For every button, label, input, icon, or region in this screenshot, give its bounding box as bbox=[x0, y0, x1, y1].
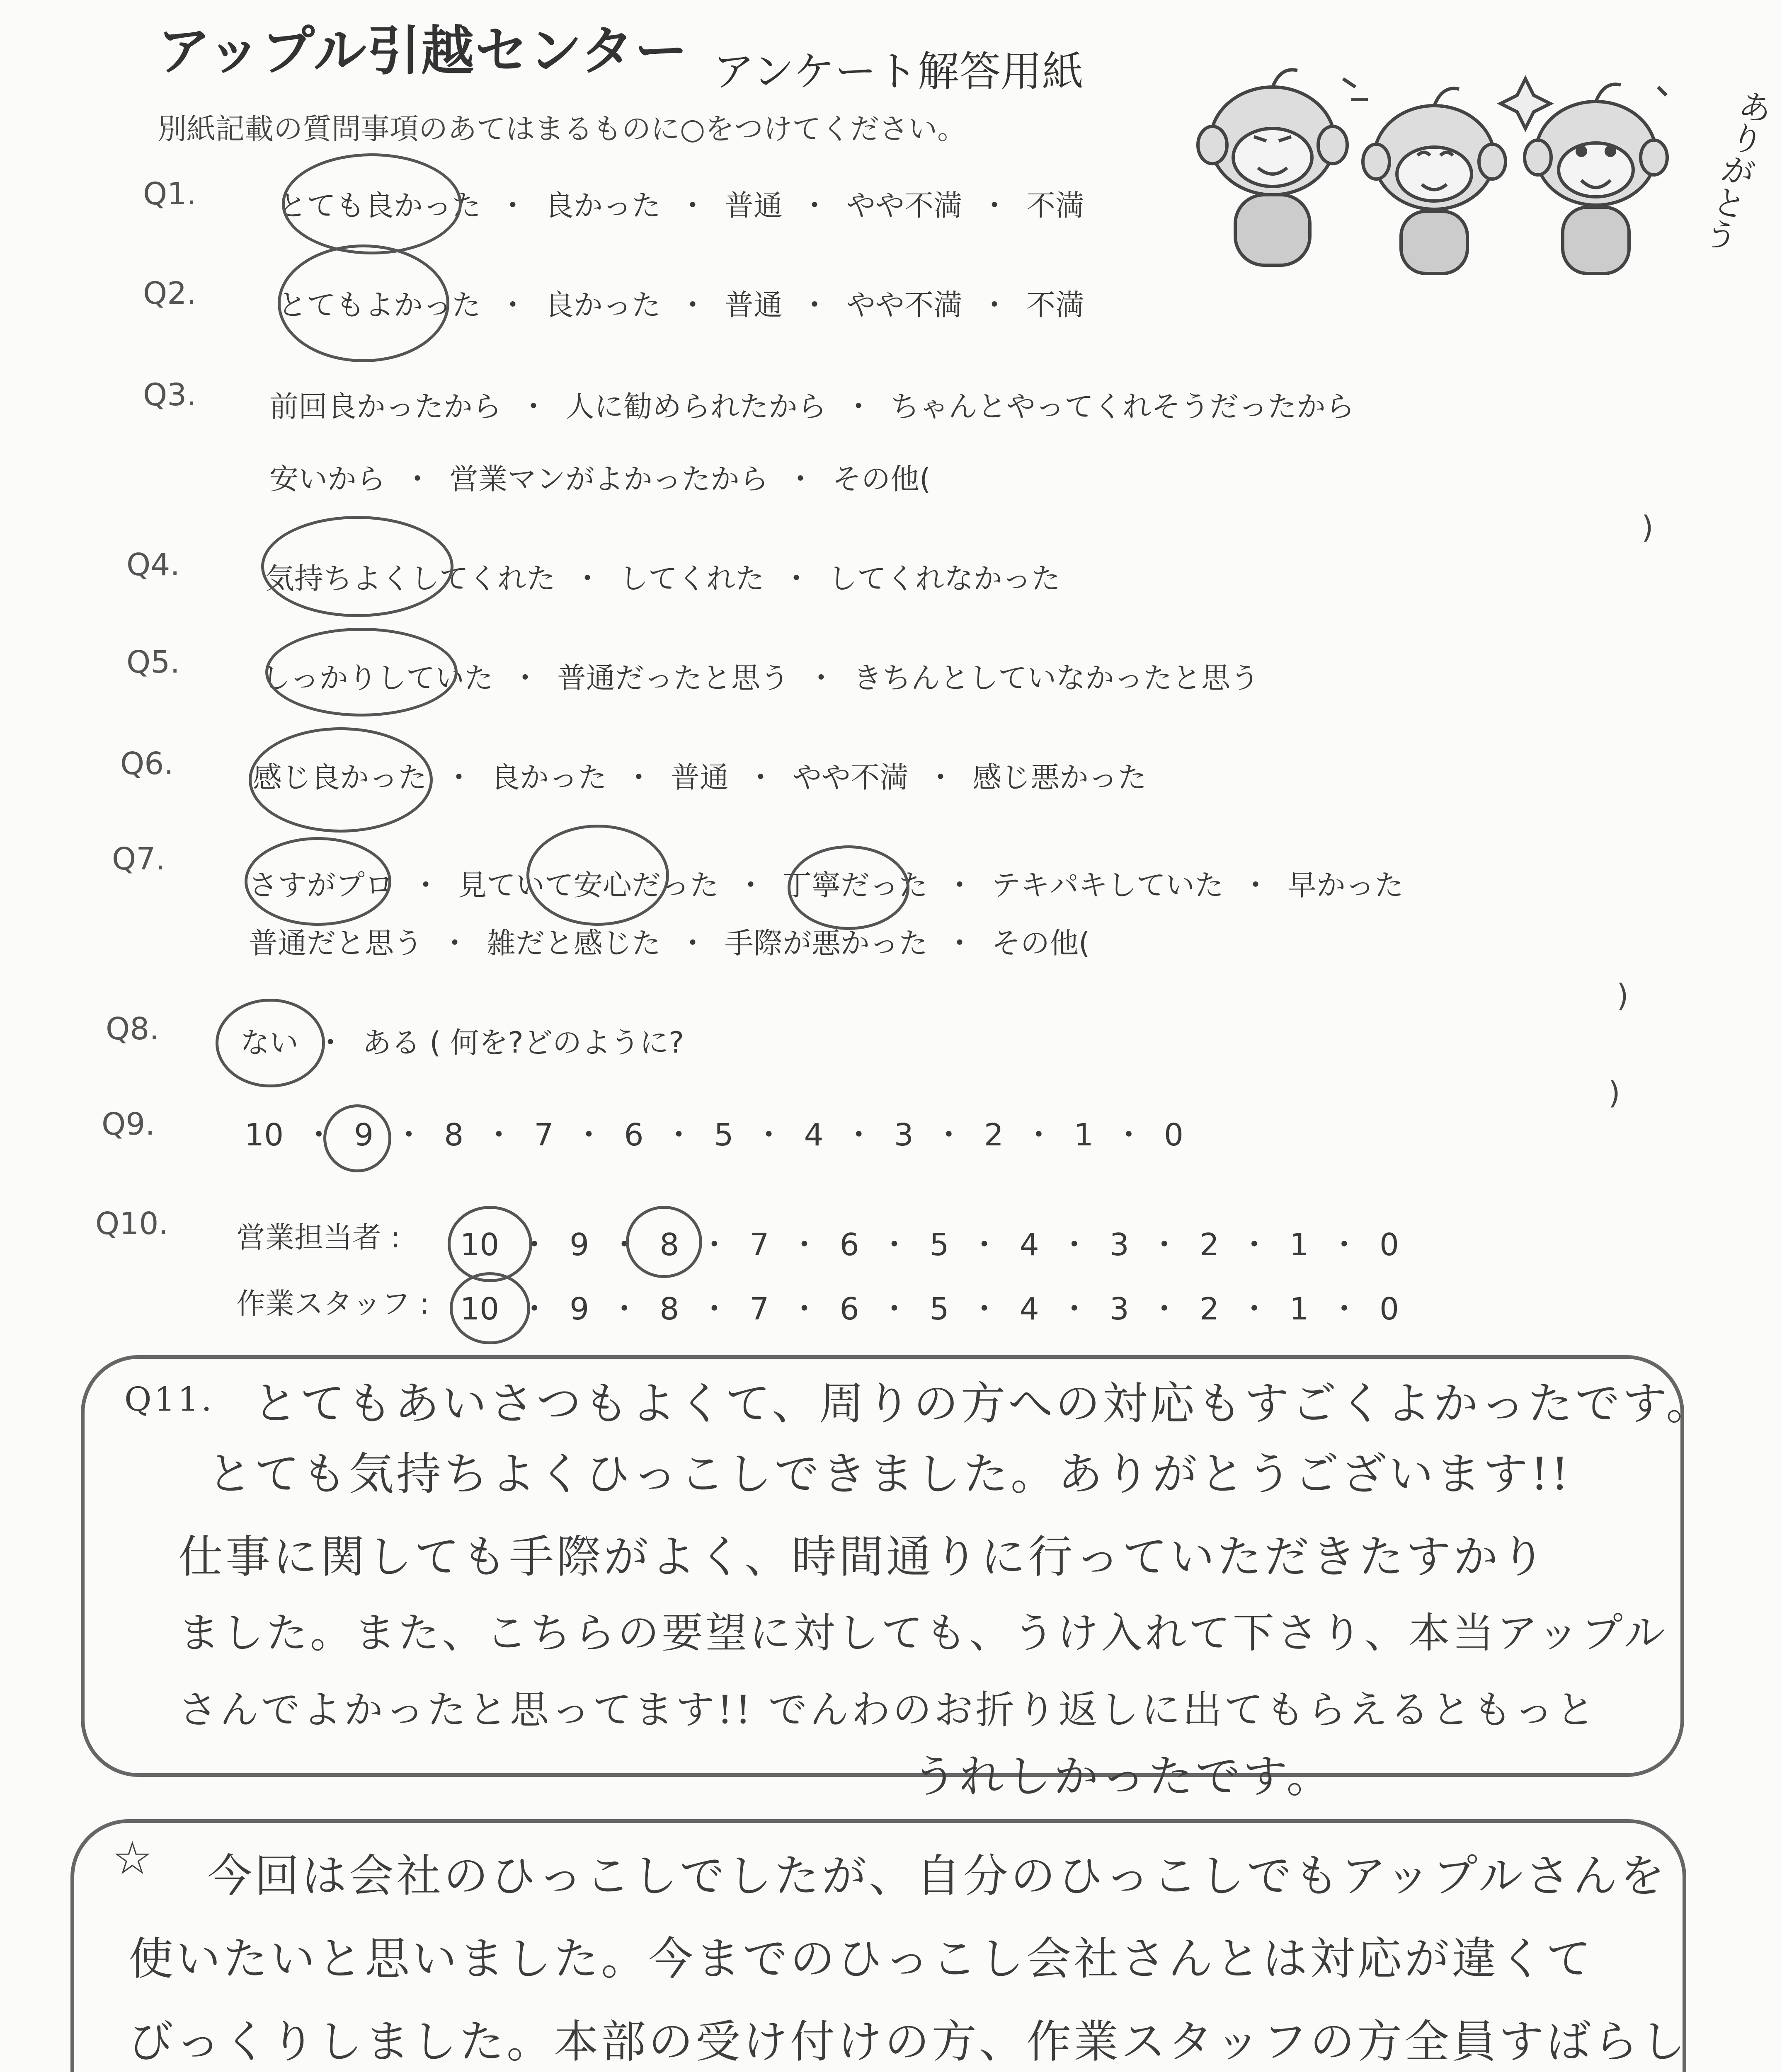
q7-option-5[interactable]: 早かった bbox=[1287, 868, 1404, 902]
q10-staff-value-5[interactable]: 5 bbox=[929, 1291, 949, 1327]
q10-staff-separator: ・ bbox=[609, 1291, 640, 1327]
monkey-mascots-illustration bbox=[1177, 62, 1745, 294]
star-note-line-2: 使いたいと思いました。今までのひっこし会社さんとは対応が違くて bbox=[128, 1933, 1594, 1985]
q2-option-5[interactable]: 不満 bbox=[1026, 288, 1084, 322]
q1-selected-circle bbox=[282, 153, 462, 254]
q7-option-8[interactable]: 手際が悪かった bbox=[725, 926, 928, 960]
survey-subtitle: アンケート解答用紙 bbox=[713, 47, 1084, 96]
q3-option-1[interactable]: 前回良かったから bbox=[269, 390, 502, 424]
q10-sales-separator: ・ bbox=[699, 1227, 730, 1263]
q2-option-1[interactable]: とてもよかった bbox=[278, 288, 481, 322]
q10-sales-value-3[interactable]: 3 bbox=[1109, 1227, 1129, 1263]
q6-label: Q6. bbox=[120, 746, 174, 782]
q4-option-2[interactable]: してくれた bbox=[619, 562, 764, 595]
q1-option-3[interactable]: 普通 bbox=[725, 189, 783, 223]
q10-sales-value-8[interactable]: 8 bbox=[659, 1227, 679, 1263]
q7-option-1[interactable]: さすがプロ bbox=[249, 868, 394, 902]
q9-value-9[interactable]: 9 bbox=[354, 1117, 374, 1153]
q9-label: Q9. bbox=[102, 1106, 155, 1142]
q9-value-0[interactable]: 0 bbox=[1164, 1117, 1184, 1153]
q10-sales-value-9[interactable]: 9 bbox=[570, 1227, 589, 1263]
q9-separator: ・ bbox=[843, 1117, 874, 1153]
star-note-line-3: びっくりしました。本部の受け付けの方、作業スタッフの方全員すばらし bbox=[128, 2016, 1688, 2068]
q11-line-4: ました。また、こちらの要望に対しても、うけ入れて下さり、本当アップル bbox=[178, 1609, 1668, 1657]
q11-line-3: 仕事に関しても手際がよく、時間通りに行っていただきたすかり bbox=[178, 1531, 1548, 1583]
q2-options: とてもよかった ・ 良かった ・ 普通 ・ やや不満 ・ 不満 bbox=[278, 282, 1084, 324]
q7-option-6[interactable]: 普通だと思う bbox=[249, 926, 423, 960]
q4-options: 気持ちよくしてくれた ・ してくれた ・ してくれなかった bbox=[265, 555, 1060, 597]
q3-option-4[interactable]: 安いから bbox=[269, 462, 385, 496]
q10-staff-value-8[interactable]: 8 bbox=[659, 1291, 679, 1327]
q10-staff-separator: ・ bbox=[1329, 1291, 1360, 1327]
q10-staff-separator: ・ bbox=[879, 1291, 910, 1327]
q6-option-1[interactable]: 感じ良かった bbox=[253, 760, 427, 794]
q10-staff-value-0[interactable]: 0 bbox=[1380, 1291, 1399, 1327]
q1-options: とても良かった ・ 良かった ・ 普通 ・ やや不満 ・ 不満 bbox=[278, 182, 1084, 224]
q7-option-4[interactable]: テキパキしていた bbox=[992, 868, 1224, 902]
q7-selected-circle-3 bbox=[788, 845, 909, 930]
q10-staff-value-1[interactable]: 1 bbox=[1289, 1291, 1309, 1327]
q7-options-line2: 普通だと思う ・ 雑だと感じた ・ 手際が悪かった ・ その他( bbox=[249, 920, 1090, 962]
star-note-line-1: 今回は会社のひっこしでしたが、自分のひっこしでもアップルさんを bbox=[207, 1850, 1668, 1902]
q11-line-1: とてもあいさつもよくて、周りの方への対応もすごくよかったです。 bbox=[253, 1378, 1714, 1430]
q11-line-2: とても気持ちよくひっこしできました。ありがとうございます!! bbox=[207, 1448, 1571, 1500]
q10-sales-separator: ・ bbox=[1059, 1227, 1090, 1263]
q9-separator: ・ bbox=[483, 1117, 514, 1153]
q10-sales-value-0[interactable]: 0 bbox=[1380, 1227, 1399, 1263]
q3-option-other[interactable]: その他( bbox=[832, 462, 931, 496]
q10-staff-label: 作業スタッフ : bbox=[236, 1287, 429, 1321]
q6-option-2[interactable]: 良かった bbox=[491, 760, 607, 794]
q5-options: しっかりしていた ・ 普通だったと思う ・ きちんとしていなかったと思う bbox=[261, 655, 1259, 697]
q10-sales-value-2[interactable]: 2 bbox=[1199, 1227, 1219, 1263]
instruction-text: 別紙記載の質問事項のあてはまるものに○をつけてください。 bbox=[158, 112, 967, 146]
q4-label: Q4. bbox=[126, 547, 180, 583]
q3-option-5[interactable]: 営業マンがよかったから bbox=[449, 462, 769, 496]
q9-separator: ・ bbox=[393, 1117, 424, 1153]
q10-staff-value-2[interactable]: 2 bbox=[1199, 1291, 1219, 1327]
q7-option-3[interactable]: 丁寧だった bbox=[783, 868, 928, 902]
q4-option-1[interactable]: 気持ちよくしてくれた bbox=[265, 562, 555, 595]
q9-separator: ・ bbox=[663, 1117, 694, 1153]
q9-separator: ・ bbox=[303, 1117, 335, 1153]
q10-staff-value-9[interactable]: 9 bbox=[570, 1291, 589, 1327]
q10-staff-separator: ・ bbox=[699, 1291, 730, 1327]
q10-sales-separator: ・ bbox=[789, 1227, 820, 1263]
q10-staff-value-4[interactable]: 4 bbox=[1019, 1291, 1039, 1327]
q7-option-other[interactable]: その他( bbox=[992, 926, 1090, 960]
q2-selected-circle bbox=[278, 244, 449, 362]
q1-option-1[interactable]: とても良かった bbox=[278, 189, 481, 223]
q8-close-paren: ) bbox=[1608, 1075, 1620, 1111]
q9-value-3[interactable]: 3 bbox=[894, 1117, 914, 1153]
q9-separator: ・ bbox=[1113, 1117, 1144, 1153]
q9-separator: ・ bbox=[753, 1117, 784, 1153]
q10-sales-selected-circle-1 bbox=[448, 1206, 532, 1282]
q6-option-5[interactable]: 感じ悪かった bbox=[972, 760, 1147, 794]
q1-option-5[interactable]: 不満 bbox=[1026, 189, 1084, 223]
q7-selected-circle-2 bbox=[526, 825, 669, 926]
q3-label: Q3. bbox=[143, 377, 196, 413]
q9-value-2[interactable]: 2 bbox=[984, 1117, 1004, 1153]
q10-sales-separator: ・ bbox=[969, 1227, 1000, 1263]
q10-staff-scale bbox=[460, 1285, 1399, 1329]
q8-option-some[interactable]: ある ( 何を?どのように? bbox=[362, 1026, 684, 1060]
q6-options: 感じ良かった ・ 良かった ・ 普通 ・ やや不満 ・ 感じ悪かった bbox=[253, 754, 1147, 796]
q3-options-line1: 前回良かったから ・ 人に勧められたから ・ ちゃんとやってくれそうだったから bbox=[269, 383, 1355, 425]
q9-value-6[interactable]: 6 bbox=[624, 1117, 644, 1153]
q8-option-none[interactable]: ない bbox=[240, 1026, 298, 1060]
q9-separator: ・ bbox=[573, 1117, 604, 1153]
q7-close-paren: ) bbox=[1617, 978, 1629, 1014]
q10-sales-separator: ・ bbox=[609, 1227, 640, 1263]
q10-sales-scale bbox=[460, 1220, 1399, 1264]
q10-staff-separator: ・ bbox=[1239, 1291, 1270, 1327]
q9-value-7[interactable]: 7 bbox=[534, 1117, 554, 1153]
q7-label: Q7. bbox=[112, 841, 165, 877]
q3-option-3[interactable]: ちゃんとやってくれそうだったから bbox=[890, 390, 1355, 424]
q10-label: Q10. bbox=[95, 1206, 168, 1242]
q10-sales-value-4[interactable]: 4 bbox=[1019, 1227, 1039, 1263]
q11-line-6: うれしかったです。 bbox=[912, 1751, 1334, 1803]
q1-option-2[interactable]: 良かった bbox=[545, 189, 661, 223]
q8-selected-circle bbox=[216, 999, 325, 1087]
q10-sales-separator: ・ bbox=[519, 1227, 550, 1263]
q9-value-8[interactable]: 8 bbox=[444, 1117, 464, 1153]
q3-close-paren: ) bbox=[1641, 510, 1654, 545]
q9-value-1[interactable]: 1 bbox=[1074, 1117, 1094, 1153]
q10-sales-value-6[interactable]: 6 bbox=[839, 1227, 859, 1263]
q8-label: Q8. bbox=[106, 1011, 159, 1047]
q2-option-2[interactable]: 良かった bbox=[545, 288, 661, 322]
q10-staff-value-6[interactable]: 6 bbox=[839, 1291, 859, 1327]
q10-staff-separator: ・ bbox=[1059, 1291, 1090, 1327]
q2-label: Q2. bbox=[143, 276, 196, 311]
q10-sales-value-5[interactable]: 5 bbox=[929, 1227, 949, 1263]
q7-option-2[interactable]: 見ていて安心だった bbox=[458, 868, 719, 902]
q1-label: Q1. bbox=[143, 176, 196, 212]
q10-staff-separator: ・ bbox=[789, 1291, 820, 1327]
q3-options-line2: 安いから ・ 営業マンがよかったから ・ その他( bbox=[269, 456, 931, 498]
star-mark: ☆ bbox=[112, 1832, 155, 1885]
q7-option-7[interactable]: 雑だと感じた bbox=[487, 926, 661, 960]
q10-staff-selected-circle bbox=[450, 1272, 530, 1344]
mascot-thank-you-text: ありがとう bbox=[1695, 85, 1776, 255]
q11-label: Q11. bbox=[124, 1380, 214, 1418]
q6-option-4[interactable]: やや不満 bbox=[793, 760, 909, 794]
monkey-mascot-right bbox=[1525, 84, 1667, 274]
q9-value-5[interactable]: 5 bbox=[714, 1117, 734, 1153]
monkey-mascot-left bbox=[1198, 70, 1347, 265]
q9-separator: ・ bbox=[933, 1117, 964, 1153]
q2-option-3[interactable]: 普通 bbox=[725, 288, 783, 322]
q9-value-10[interactable]: 10 bbox=[245, 1117, 284, 1153]
q11-line-5: さんでよかったと思ってます!! でんわのお折り返しに出てもらえるともっと bbox=[178, 1687, 1598, 1733]
q10-staff-separator: ・ bbox=[1149, 1291, 1180, 1327]
q5-option-3[interactable]: きちんとしていなかったと思う bbox=[853, 661, 1259, 695]
q9-value-4[interactable]: 4 bbox=[804, 1117, 824, 1153]
q5-option-1[interactable]: しっかりしていた bbox=[261, 661, 493, 695]
q9-separator: ・ bbox=[1023, 1117, 1054, 1153]
q10-sales-separator: ・ bbox=[1239, 1227, 1270, 1263]
q5-label: Q5. bbox=[126, 644, 180, 680]
q2-option-4[interactable]: やや不満 bbox=[846, 288, 963, 322]
q9-selected-circle bbox=[323, 1104, 391, 1172]
q6-selected-circle bbox=[249, 727, 433, 833]
q10-staff-value-7[interactable]: 7 bbox=[749, 1291, 769, 1327]
q10-sales-value-1[interactable]: 1 bbox=[1289, 1227, 1309, 1263]
q10-sales-separator: ・ bbox=[1329, 1227, 1360, 1263]
q5-selected-circle bbox=[265, 628, 458, 716]
q10-staff-separator: ・ bbox=[519, 1291, 550, 1327]
q10-sales-value-10[interactable]: 10 bbox=[460, 1227, 499, 1263]
q10-sales-separator: ・ bbox=[1149, 1227, 1180, 1263]
q7-options-line1: さすがプロ ・ 見ていて安心だった ・ 丁寧だった ・ テキパキしていた ・ 早かった bbox=[249, 862, 1404, 904]
q10-staff-separator: ・ bbox=[969, 1291, 1000, 1327]
q1-option-4[interactable]: やや不満 bbox=[846, 189, 963, 223]
q10-sales-separator: ・ bbox=[879, 1227, 910, 1263]
q10-sales-selected-circle-2 bbox=[626, 1206, 702, 1278]
q8-options: ない ・ ある ( 何を?どのように? bbox=[240, 1019, 684, 1061]
q10-staff-value-3[interactable]: 3 bbox=[1109, 1291, 1129, 1327]
q4-selected-circle bbox=[261, 516, 453, 617]
q4-option-3[interactable]: してくれなかった bbox=[828, 562, 1060, 595]
q6-option-3[interactable]: 普通 bbox=[671, 760, 729, 794]
monkey-mascot-middle bbox=[1363, 88, 1506, 274]
q10-staff-value-10[interactable]: 10 bbox=[460, 1291, 499, 1327]
q5-option-2[interactable]: 普通だったと思う bbox=[557, 661, 789, 695]
survey-title: アップル引越センター bbox=[158, 20, 689, 82]
q10-sales-value-7[interactable]: 7 bbox=[749, 1227, 769, 1263]
q3-option-2[interactable]: 人に勧められたから bbox=[565, 390, 827, 424]
q10-sales-label: 営業担当者 : bbox=[236, 1220, 400, 1254]
q7-selected-circle-1 bbox=[245, 837, 391, 926]
